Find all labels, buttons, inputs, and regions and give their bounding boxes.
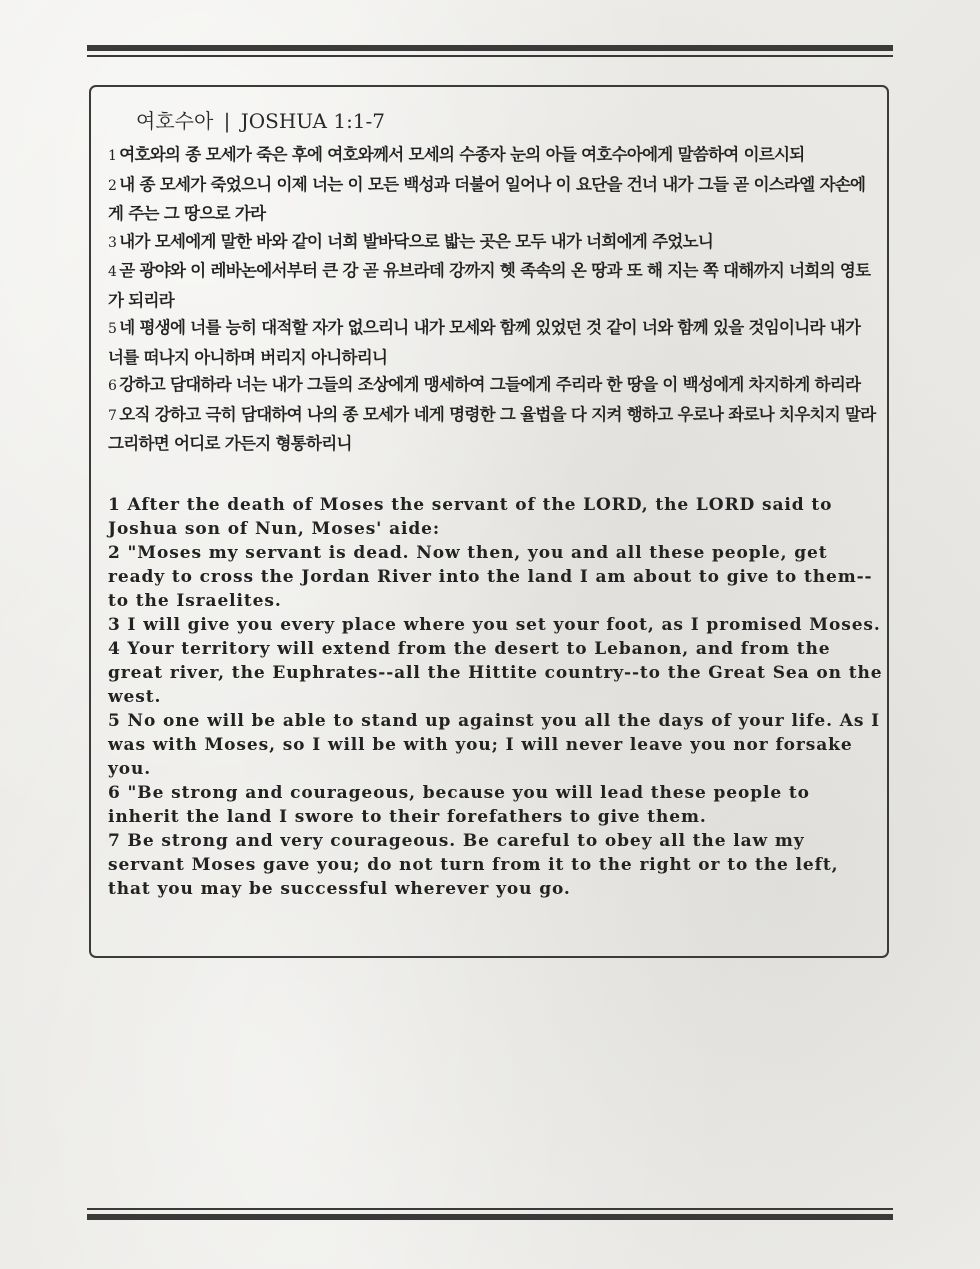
title-separator: | xyxy=(223,109,231,133)
verse-number: 1 xyxy=(108,148,117,164)
bottom-rule-thin xyxy=(87,1208,893,1210)
verse-number: 2 xyxy=(108,177,117,194)
verse-number: 4 xyxy=(108,264,117,280)
english-verse-7: 7 Be strong and very courageous. Be careful to obey all the law my servant Moses gave you; do not turn from it to the right or to the left, that you may be successful wherever you go. xyxy=(108,831,839,899)
english-verse-5: 5 No one will be able to stand up against you all the days of your life. As I was with Moses, so I will be with you; I will never leave you nor forsake you. xyxy=(108,711,880,779)
korean-verses xyxy=(108,141,878,458)
scripture-card xyxy=(89,85,889,958)
verse-text: 곧 광야와 이 레바논에서부터 큰 강 곧 유브라데 강까지 헷 족속의 온 땅과 또 해 지는 쪽 대해까지 너희의 영토가 되리라 xyxy=(108,261,871,310)
verse-number: 5 xyxy=(108,321,117,337)
verse-text: 내가 모세에게 말한 바와 같이 너희 발바닥으로 밟는 곳은 모두 내가 너희에게 주었노니 xyxy=(119,231,714,251)
korean-verse-7 xyxy=(108,401,878,458)
english-verse-1: 1 After the death of Moses the servant of the LORD, the LORD said to Joshua son of Nun, Moses' aide: xyxy=(108,495,833,539)
english-verse-2: 2 "Moses my servant is dead. Now then, you and all these people, get ready to cross the Jordan River into the land I am about to give to them--to the Israelites. xyxy=(108,543,873,611)
top-rule-thick xyxy=(87,45,893,51)
english-verse-3: 3 I will give you every place where you set your foot, as I promised Moses. xyxy=(108,615,881,635)
korean-verse-3 xyxy=(108,228,878,258)
verse-text: 내 종 모세가 죽었으니 이제 너는 이 모든 백성과 더불어 일어나 이 요단을 건너 내가 그들 곧 이스라엘 자손에게 주는 그 땅으로 가라 xyxy=(108,174,866,223)
english-verses xyxy=(108,493,883,901)
top-rule-thin xyxy=(87,55,893,57)
verse-number: 6 xyxy=(108,378,117,394)
bottom-double-rule xyxy=(87,1208,893,1220)
verse-number: 3 xyxy=(108,234,117,251)
korean-verse-6 xyxy=(108,371,878,401)
top-double-rule xyxy=(87,45,893,57)
verse-text: 네 평생에 너를 능히 대적할 자가 없으리니 내가 모세와 함께 있었던 것 같이 너와 함께 있을 것임이니라 내가 너를 떠나지 아니하며 버리지 아니하리니 xyxy=(108,318,861,367)
verse-text: 여호와의 종 모세가 죽은 후에 여호와께서 모세의 수종자 눈의 아들 여호수아에게 말씀하여 이르시되 xyxy=(119,145,805,164)
title-english: JOSHUA 1:1-7 xyxy=(240,109,386,133)
english-verse-4: 4 Your territory will extend from the desert to Lebanon, and from the great river, the Euphrates--all the Hittite country--to the Great Sea on the west. xyxy=(108,639,883,707)
passage-title xyxy=(136,105,385,134)
korean-verse-2 xyxy=(108,171,878,228)
english-verse-6: 6 "Be strong and courageous, because you will lead these people to inherit the land I swore to their forefathers to give them. xyxy=(108,783,810,827)
verse-number: 7 xyxy=(108,407,117,424)
korean-verse-1 xyxy=(108,141,878,171)
verse-text: 오직 강하고 극히 담대하여 나의 종 모세가 네게 명령한 그 율법을 다 지켜 행하고 우로나 좌로나 치우치지 말라 그리하면 어디로 가든지 형통하리니 xyxy=(108,404,876,453)
verse-text: 강하고 담대하라 너는 내가 그들의 조상에게 맹세하여 그들에게 주리라 한 땅을 이 백성에게 차지하게 하리라 xyxy=(119,375,861,394)
korean-verse-4 xyxy=(108,257,878,314)
korean-verse-5 xyxy=(108,314,878,371)
bottom-rule-thick xyxy=(87,1214,893,1220)
title-korean: 여호수아 xyxy=(136,109,214,133)
